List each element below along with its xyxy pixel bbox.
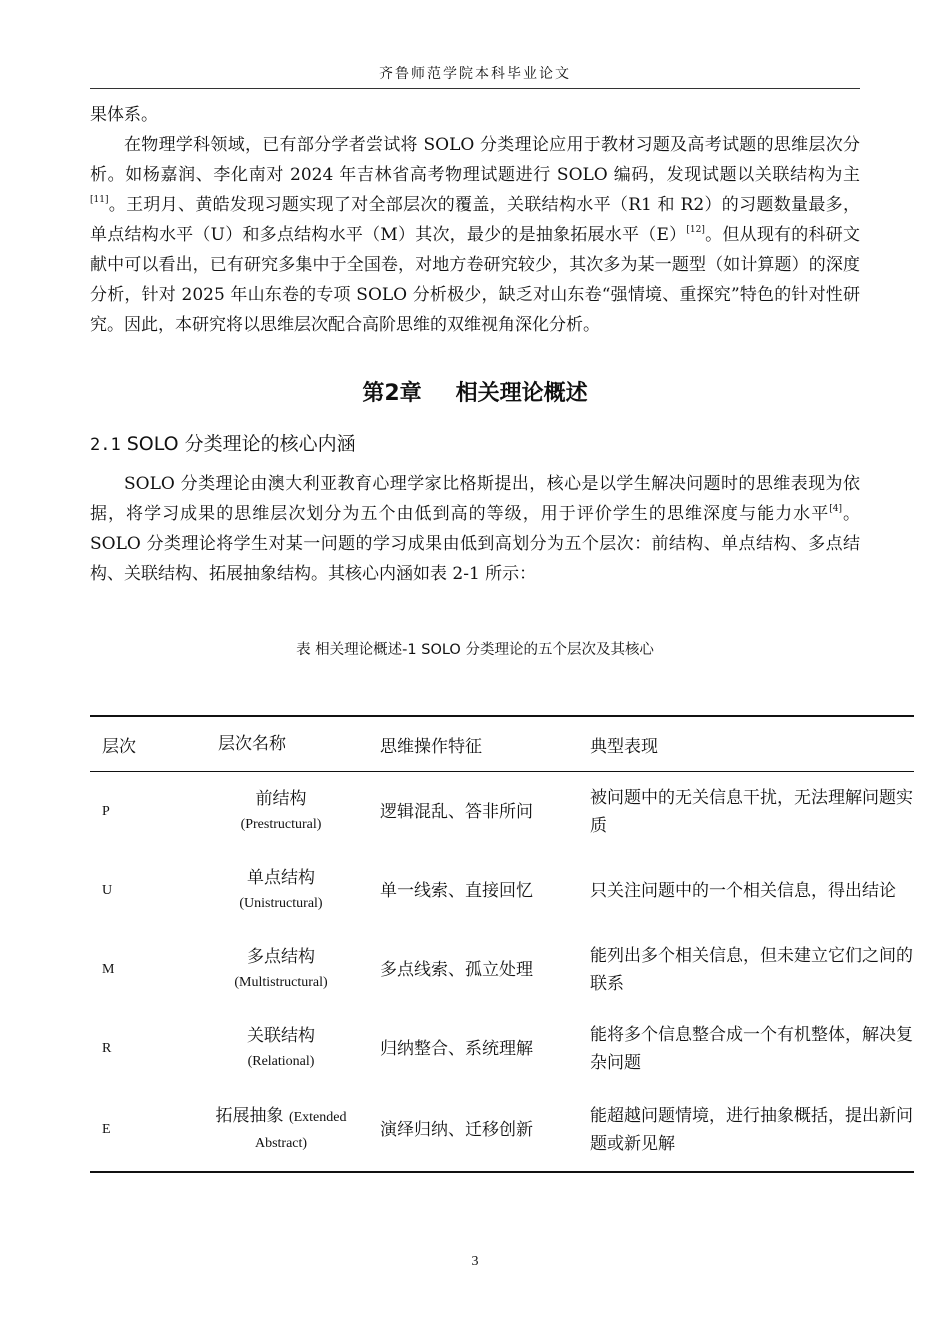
paragraph-text: 。王玥月、黄皓发现习题实现了对全部层次的覆盖，关联结构水平（R1 和 R2）的习题数量最多，单点结构水平（U）和多点结构水平（M）其次，最少的是抽象拓展水平（E）	[90, 195, 860, 245]
citation-ref: [12]	[686, 225, 705, 235]
paragraph-continued: 果体系。	[90, 105, 158, 125]
chapter-number: 第2章	[362, 381, 422, 406]
level-name-cn: 拓展抽象	[215, 1105, 284, 1126]
cell-typical: 能将多个信息整合成一个有机整体，解决复杂问题	[590, 1024, 913, 1073]
level-name-en: (Unistructural)	[239, 895, 323, 911]
section-number: 2.1	[90, 435, 121, 455]
cell-level: R	[102, 1040, 112, 1056]
table-caption: 表 相关理论概述-1 SOLO 分类理论的五个层次及其核心	[296, 642, 654, 658]
cell-typical: 只关注问题中的一个相关信息，得出结论	[590, 880, 896, 901]
cell-level-name	[194, 1009, 368, 1088]
header-feature: 思维操作特征	[368, 716, 578, 772]
level-name-cn: 关联结构	[247, 1025, 315, 1046]
cell-level-name	[194, 851, 368, 930]
level-name-en: (Extended Abstract)	[254, 1109, 347, 1151]
table-row	[90, 930, 914, 1009]
cell-feature: 单一线索、直接回忆	[380, 880, 533, 901]
running-header: 齐鲁师范学院本科毕业论文	[90, 62, 860, 89]
paragraph-physics-research	[90, 130, 860, 340]
paragraph-text: 在物理学科领域，已有部分学者尝试将 SOLO 分类理论应用于教材习题及高考试题的思维层次分析。如杨嘉润、李化南对 2024 年吉林省高考物理试题进行 SOLO 编码，发现试题以关联结构为主	[90, 135, 860, 185]
cell-typical: 被问题中的无关信息干扰，无法理解问题实质	[590, 787, 913, 836]
chapter-title: 相关理论概述	[455, 381, 588, 406]
intro-text	[90, 100, 860, 340]
cell-level-name	[194, 930, 368, 1009]
header-typical: 典型表现	[578, 716, 914, 772]
level-name-en: (Prestructural)	[240, 816, 322, 832]
header-level-name: 层次名称	[194, 716, 368, 772]
citation-ref: [11]	[90, 195, 109, 205]
cell-typical: 能超越问题情境，进行抽象概括，提出新问题或新见解	[590, 1105, 913, 1154]
level-name-cn: 单点结构	[247, 867, 315, 888]
header-level: 层次	[90, 716, 194, 772]
solo-levels-table	[90, 715, 914, 1173]
cell-feature: 演绎归纳、迁移创新	[380, 1119, 533, 1140]
chapter-heading	[90, 376, 860, 412]
level-name-cn: 多点结构	[247, 946, 315, 967]
paragraph-text: 。但从现有的科研文献中可以看出，已有研究多集中于全国卷，对地方卷研究较少，其次多为某一题型（如计算题）的深度分析，针对 2025 年山东卷的专项 SOLO 分析极少，缺乏对山东卷“强情境、重探究”特色的针对性研究。因此，本研究将以思维层次配合高阶思维的双维视角深化分析。	[90, 225, 860, 335]
cell-level: M	[102, 961, 115, 977]
cell-level: U	[102, 882, 113, 898]
paragraph-text: 。SOLO 分类理论将学生对某一问题的学习成果由低到高划分为五个层次：前结构、单点结构、多点结构、关联结构、拓展抽象结构。其核心内涵如表 2-1 所示：	[90, 504, 860, 584]
section-text	[90, 469, 860, 589]
table-row	[90, 772, 914, 852]
cell-typical: 能列出多个相关信息，但未建立它们之间的联系	[590, 945, 913, 994]
table-row	[90, 1009, 914, 1088]
paragraph-text: SOLO 分类理论由澳大利亚教育心理学家比格斯提出，核心是以学生解决问题时的思维表现为依据，将学习成果的思维层次划分为五个由低到高的等级，用于评价学生的思维深度与能力水平	[90, 474, 860, 524]
cell-level-name	[194, 772, 368, 852]
page-number: 3	[471, 1254, 479, 1269]
level-name-en: (Relational)	[247, 1053, 315, 1069]
table-row	[90, 851, 914, 930]
cell-feature: 多点线索、孤立处理	[380, 959, 533, 980]
cell-feature: 逻辑混乱、答非所问	[380, 801, 533, 822]
level-name-en: (Multistructural)	[234, 974, 328, 990]
cell-feature: 归纳整合、系统理解	[380, 1038, 533, 1059]
table-header-row	[90, 716, 914, 772]
cell-level-name	[194, 1088, 368, 1172]
level-name-cn: 前结构	[255, 788, 307, 809]
citation-ref: [4]	[829, 504, 842, 514]
paragraph-solo-definition	[90, 469, 860, 589]
section-title: SOLO 分类理论的核心内涵	[126, 433, 356, 455]
table-row	[90, 1088, 914, 1172]
section-heading	[90, 428, 356, 461]
cell-level: E	[102, 1121, 111, 1137]
cell-level: P	[102, 803, 110, 819]
